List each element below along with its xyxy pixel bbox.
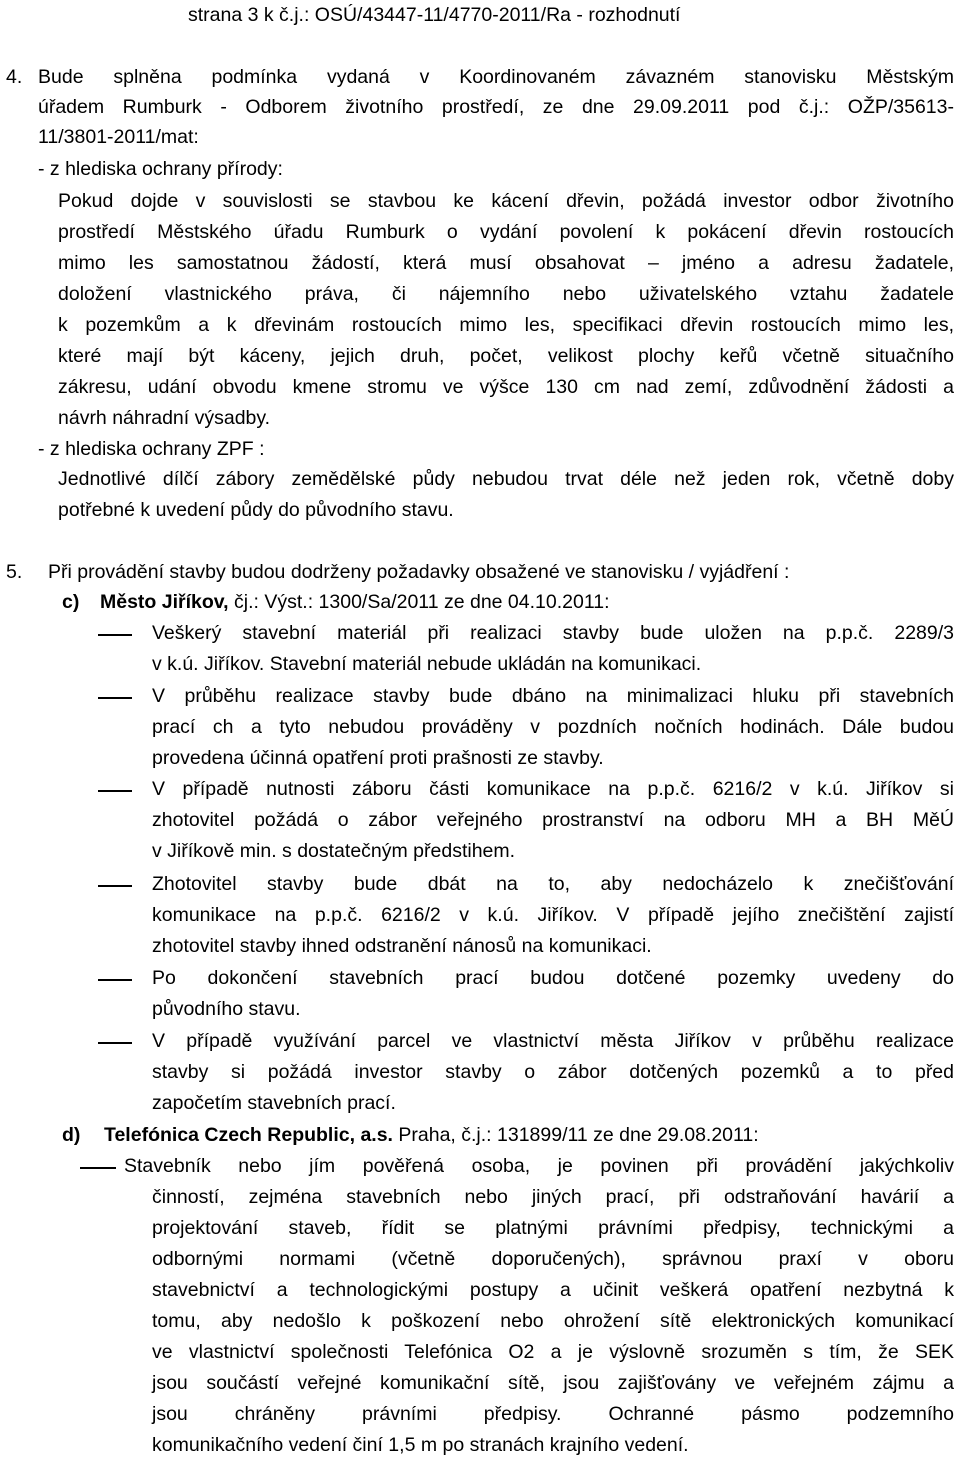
paragraph-line: úřadem Rumburk - Odborem životního prostředí, ze dne 29.09.2011 pod č.j.: OŽP/35613- <box>38 96 954 118</box>
paragraph-line: Jednotlivé dílčí zábory zemědělské půdy nebudou trvat déle než jeden rok, včetně doby <box>58 468 954 490</box>
bullet-line: V případě nutnosti záboru části komunikace na p.p.č. 6216/2 v k.ú. Jiříkov si <box>152 778 954 800</box>
subsection-ref: čj.: Výst.: 1300/Sa/2011 ze dne 04.10.2011: <box>228 591 610 613</box>
bullet-line: jsou součástí veřejné komunikační sítě, jsou zajišťovány ve veřejném zájmu a <box>152 1372 954 1394</box>
paragraph-line: mimo les samostatnou žádostí, která musí obsahovat – jméno a adresu žadatele, <box>58 252 954 274</box>
bullet-line: Stavebník nebo jím pověřená osoba, je povinen při provádění jakýchkoliv <box>124 1155 954 1177</box>
bullet-line: Zhotovitel stavby bude dbát na to, aby nedocházelo k znečišťování <box>152 873 954 895</box>
paragraph-line: zákresu, udání obvodu kmene stromu ve výšce 130 cm nad zemí, zdůvodnění žádosti a <box>58 376 954 398</box>
bullet-line: původního stavu. <box>152 998 301 1020</box>
bullet-line: ve vlastnictví společnosti Telefónica O2 a je výslovně srozuměn s tím, že SEK <box>152 1341 954 1363</box>
bullet-line: zhotovitel požádá o zábor veřejného prostranství na odboru MH a BH MěÚ <box>152 809 954 831</box>
bullet-line: tomu, aby nedošlo k poškození nebo ohrožení sítě elektronických komunikací <box>152 1310 954 1332</box>
section-heading: - z hlediska ochrany ZPF : <box>38 438 265 460</box>
item-number: 5. <box>6 561 23 583</box>
bullet-line: projektování staveb, řídit se platnými právními předpisy, technickými a <box>152 1217 954 1239</box>
bullet-line: komunikace na p.p.č. 6216/2 v k.ú. Jiříkov. V případě jejího znečištění zajistí <box>152 904 954 926</box>
bullet-line: prací ch a tyto nebudou prováděny v pozdních nočních hodinách. Dále budou <box>152 716 954 738</box>
paragraph-line: Bude splněna podmínka vydaná v Koordinovaném závazném stanovisku Městským <box>38 66 954 88</box>
page-header: strana 3 k č.j.: OSÚ/43447-11/4770-2011/Ra - rozhodnutí <box>188 4 681 26</box>
paragraph-line: prostředí Městského úřadu Rumburk o vydání povolení k pokácení dřevin rostoucích <box>58 221 954 243</box>
paragraph-line: doložení vlastnického práva, či nájemního nebo uživatelského vztahu žadatele <box>58 283 954 305</box>
bullet-dash <box>98 885 132 887</box>
paragraph-line: Při provádění stavby budou dodrženy požadavky obsažené ve stanovisku / vyjádření : <box>48 561 790 583</box>
subsection-label: d) <box>62 1124 81 1146</box>
bullet-dash <box>98 697 132 699</box>
bullet-line: odbornými normami (včetně doporučených), správnou praxí v oboru <box>152 1248 954 1270</box>
bullet-line: stavby si požádá investor stavby o zábor dotčených pozemků a to před <box>152 1061 954 1083</box>
section-heading: - z hlediska ochrany přírody: <box>38 158 283 180</box>
paragraph-line: Pokud dojde v souvislosti se stavbou ke kácení dřevin, požádá investor odbor životního <box>58 190 954 212</box>
bullet-dash <box>98 790 132 792</box>
paragraph-line: návrh náhradní výsadby. <box>58 407 271 429</box>
bullet-line: započetím stavebních prací. <box>152 1092 396 1114</box>
bullet-line: jsou chráněny právními předpisy. Ochranné pásmo podzemního <box>152 1403 954 1425</box>
bullet-dash <box>98 634 132 636</box>
bullet-line: zhotovitel stavby ihned odstranění nánosů na komunikaci. <box>152 935 652 957</box>
subsection-name: Telefónica Czech Republic, a.s. <box>104 1124 393 1146</box>
subsection-heading <box>104 1126 759 1146</box>
bullet-dash <box>80 1167 116 1169</box>
bullet-line: provedena účinná opatření proti prašnosti ze stavby. <box>152 747 604 769</box>
subsection-ref: Praha, č.j.: 131899/11 ze dne 29.08.2011: <box>392 1124 759 1146</box>
bullet-line: v k.ú. Jiříkov. Stavební materiál nebude ukládán na komunikaci. <box>152 653 702 675</box>
paragraph-line: k pozemkům a k dřevinám rostoucích mimo les, specifikaci dřevin rostoucích mimo les, <box>58 314 954 336</box>
bullet-line: V průběhu realizace stavby bude dbáno na minimalizaci hluku při stavebních <box>152 685 954 707</box>
subsection-label: c) <box>62 591 80 613</box>
item-number: 4. <box>6 66 23 88</box>
bullet-line: komunikačního vedení činí 1,5 m po stranách krajního vedení. <box>152 1434 689 1456</box>
bullet-line: činností, zejména stavebních nebo jiných prací, při odstraňování havárií a <box>152 1186 954 1208</box>
bullet-line: V případě využívání parcel ve vlastnictví města Jiříkov v průběhu realizace <box>152 1030 954 1052</box>
paragraph-line: které mají být káceny, jejich druh, počet, velikost plochy keřů včetně situačního <box>58 345 954 367</box>
paragraph-line: 11/3801-2011/mat: <box>38 126 199 148</box>
bullet-line: v Jiříkově min. s dostatečným předstihem. <box>152 840 516 862</box>
subsection-name: Město Jiříkov, <box>100 591 229 613</box>
bullet-dash <box>98 1042 132 1044</box>
paragraph-line: potřebné k uvedení půdy do původního stavu. <box>58 499 454 521</box>
subsection-heading <box>100 593 610 613</box>
bullet-dash <box>98 979 132 981</box>
bullet-line: stavebnictví a technologickými postupy a učinit veškerá opatření nezbytná k <box>152 1279 954 1301</box>
bullet-line: Veškerý stavební materiál při realizaci stavby bude uložen na p.p.č. 2289/3 <box>152 622 954 644</box>
bullet-line: Po dokončení stavebních prací budou dotčené pozemky uvedeny do <box>152 967 954 989</box>
